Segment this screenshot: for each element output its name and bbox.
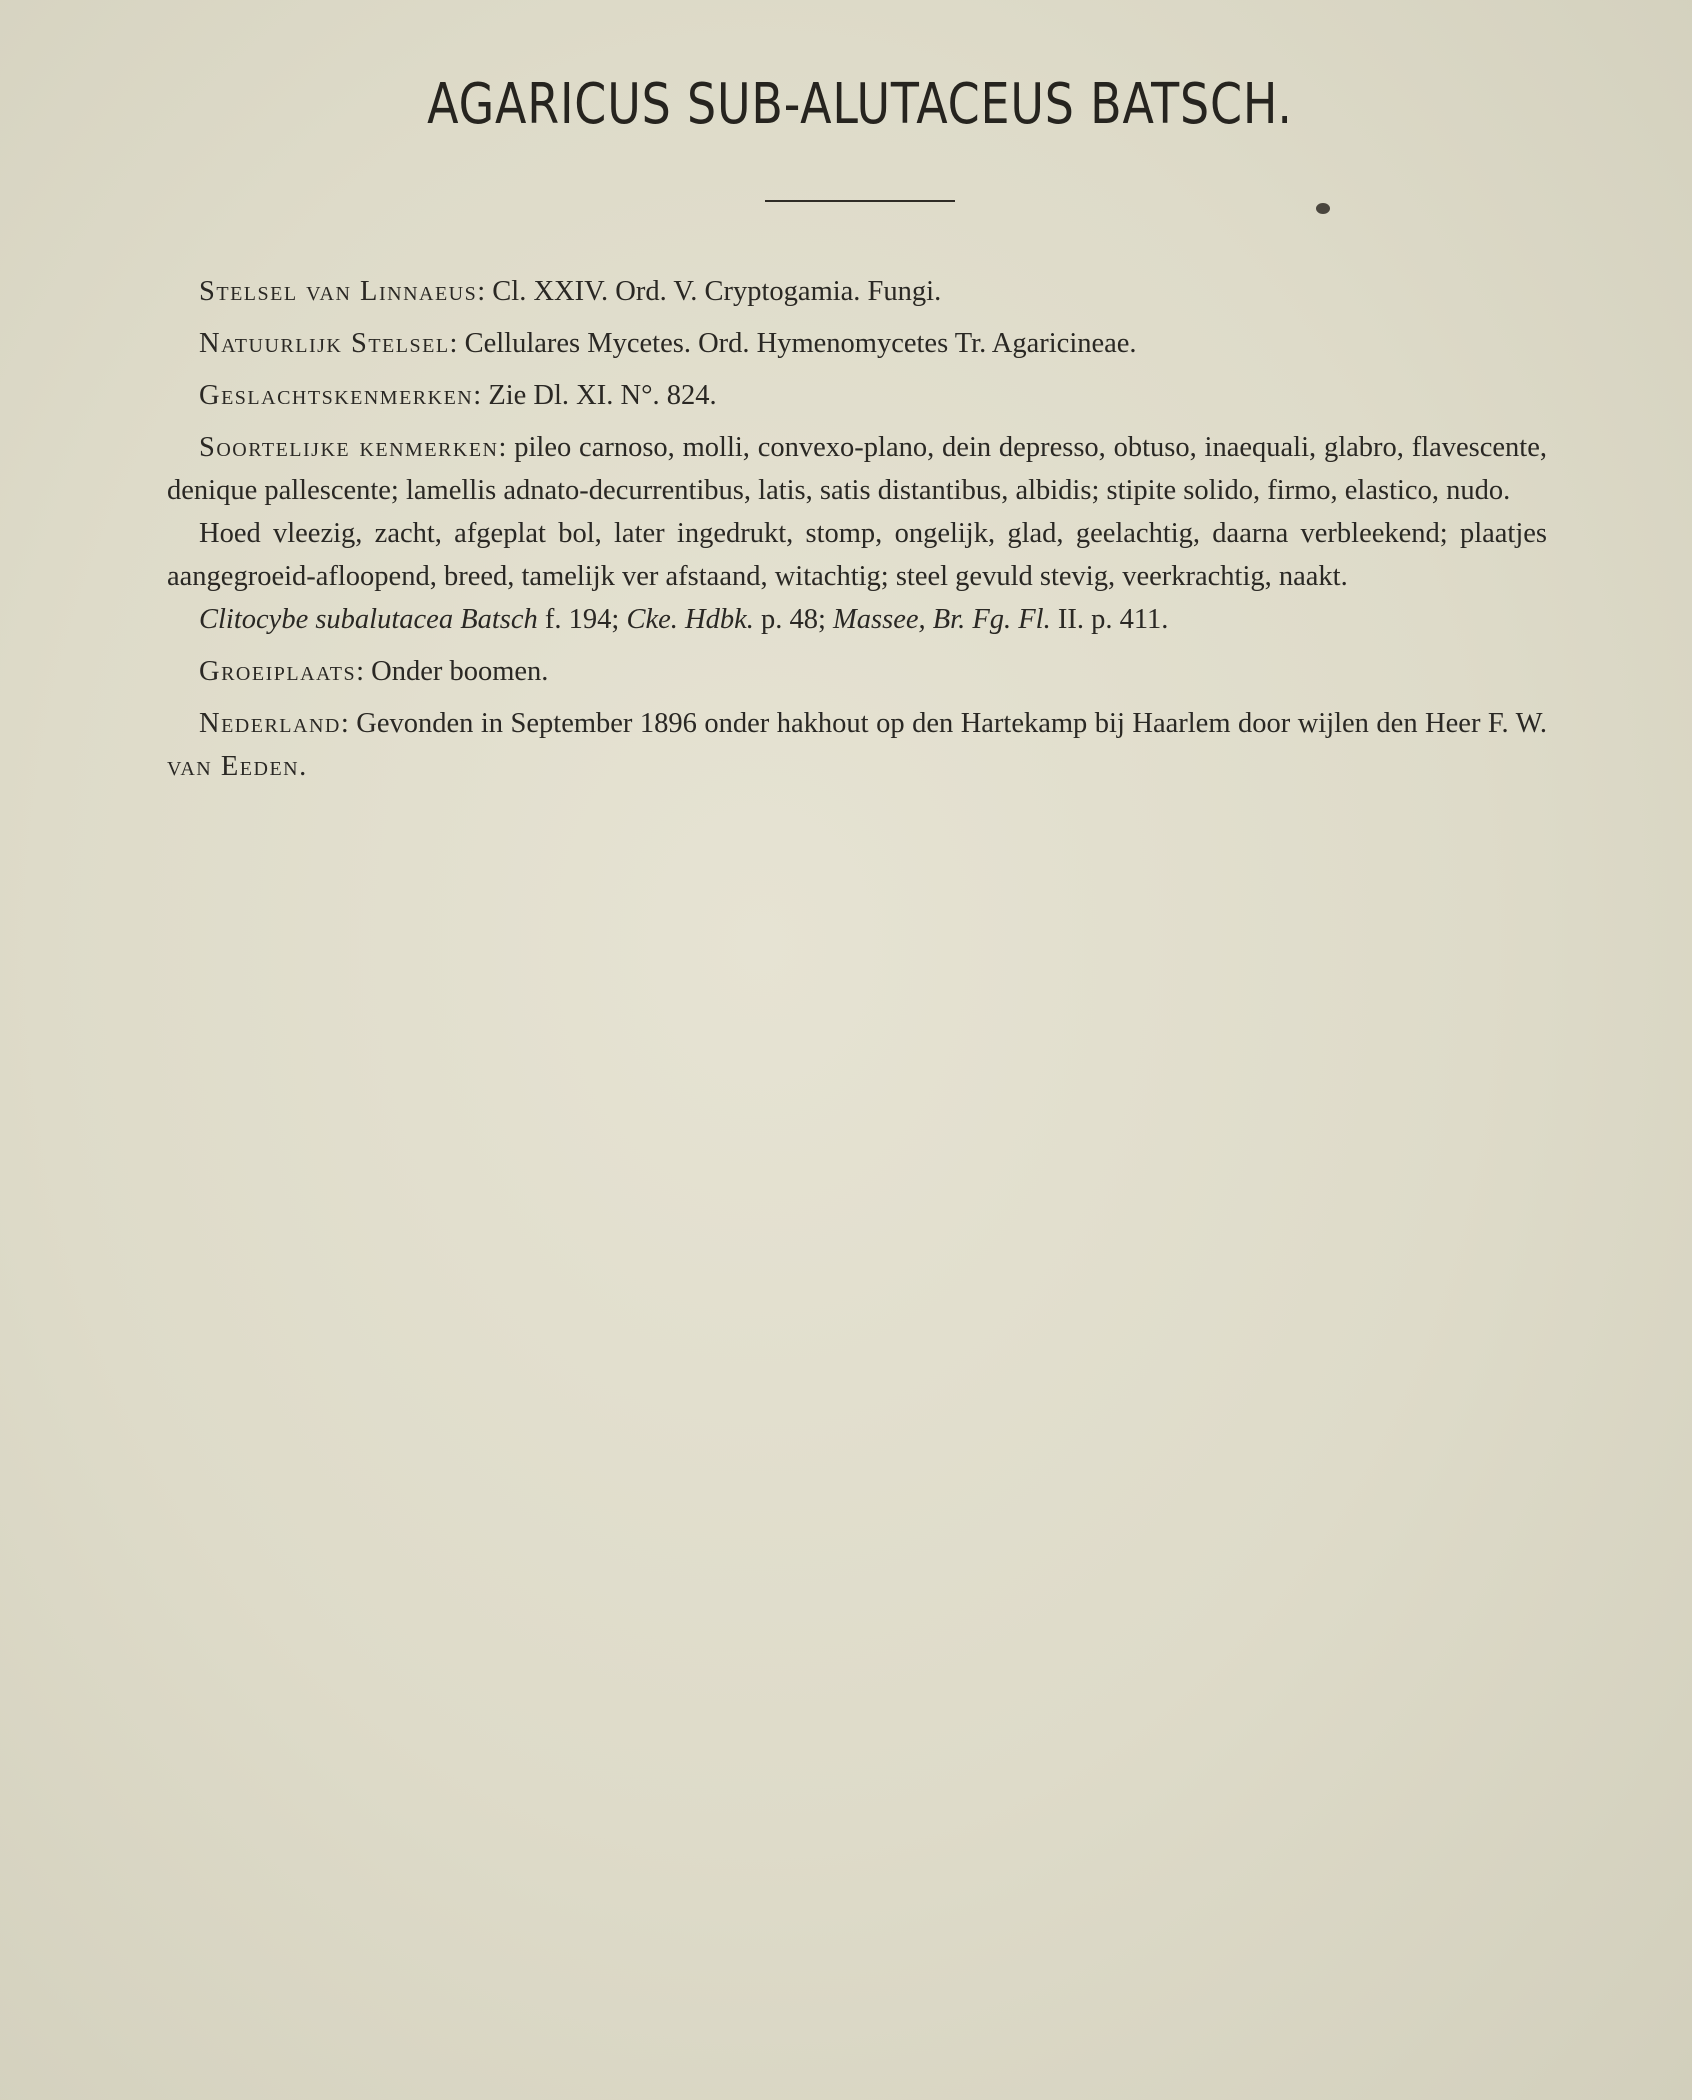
reference-2-title: Cke. Hdbk. [626, 604, 754, 635]
hoed-description: Hoed vleezig, zacht, afgeplat bol, later ingedrukt, stomp, ongelijk, glad, geelachtig, daarna verbleekend; plaatjes aangegroeid-afloopend, breed, tamelijk ver afstaand, witachtig; steel gevuld stevig, veerkrachtig, naakt. [167, 518, 1547, 592]
soortelijke-kenmerken-label: Soortelijke kenmerken [199, 432, 499, 463]
stelsel-linnaeus: Stelsel van Linnaeus: Cl. XXIV. Ord. V. Cryptogamia. Fungi. [199, 276, 942, 307]
nederland: Nederland: Gevonden in September 1896 onder hakhout op den Hartekamp bij Haarlem door wijlen den Heer F. W. van Eeden. [167, 708, 1547, 782]
description-body [167, 270, 1547, 788]
reference-2-page: p. 48; [760, 604, 826, 635]
groeiplaats: Groeiplaats: Onder boomen. [199, 656, 549, 687]
geslachtskenmerken-text: Zie Dl. XI. N°. 824. [488, 380, 717, 411]
natuurlijk-stelsel-text: Cellulares Mycetes. Ord. Hymenomycetes Tr. Agaricineae. [464, 328, 1137, 359]
groeiplaats-label: Groeiplaats [199, 656, 357, 687]
geslachtskenmerken-label: Geslachtskenmerken [199, 380, 474, 411]
reference-3-page: II. p. 411. [1057, 604, 1169, 635]
nederland-text: Gevonden in September 1896 onder hakhout op den Hartekamp bij Haarlem door wijlen den Heer F. W. [356, 708, 1547, 739]
collector-name: van Eeden. [167, 751, 308, 782]
reference-1-page: f. 194; [544, 604, 620, 635]
natuurlijk-stelsel-label: Natuurlijk Stelsel [199, 328, 450, 359]
nederland-label: Nederland [199, 708, 341, 739]
reference-1-title: Clitocybe subalutacea Batsch [199, 604, 538, 635]
reference-3-title: Massee, Br. Fg. Fl. [833, 604, 1051, 635]
stelsel-linnaeus-text: Cl. XXIV. Ord. V. Cryptogamia. Fungi. [492, 276, 942, 307]
soortelijke-kenmerken: Soortelijke kenmerken: pileo carnoso, molli, convexo-plano, dein depresso, obtuso, inaequali, glabro, flavescente, denique pallescente; lamellis adnato-decurrentibus, latis, satis distantibus, albidis; stipite solido, firmo, elastico, nudo. [167, 432, 1547, 506]
ink-speck [1316, 203, 1330, 214]
page-title: AGARICUS SUB-ALUTACEUS BATSCH. [427, 72, 1293, 137]
groeiplaats-text: Onder boomen. [371, 656, 549, 687]
title-divider [765, 200, 955, 202]
stelsel-linnaeus-label: Stelsel van Linnaeus [199, 276, 478, 307]
geslachtskenmerken: Geslachtskenmerken: Zie Dl. XI. N°. 824. [199, 380, 717, 411]
natuurlijk-stelsel: Natuurlijk Stelsel: Cellulares Mycetes. Ord. Hymenomycetes Tr. Agaricineae. [199, 328, 1137, 359]
references [167, 598, 1547, 641]
soortelijke-kenmerken-text: pileo carnoso, molli, convexo-plano, dein depresso, obtuso, inaequali, glabro, flavescente, denique pallescente; lamellis adnato-decurrentibus, latis, satis distantibus, albidis; stipite solido, firmo, elastico, nudo. [167, 432, 1547, 506]
